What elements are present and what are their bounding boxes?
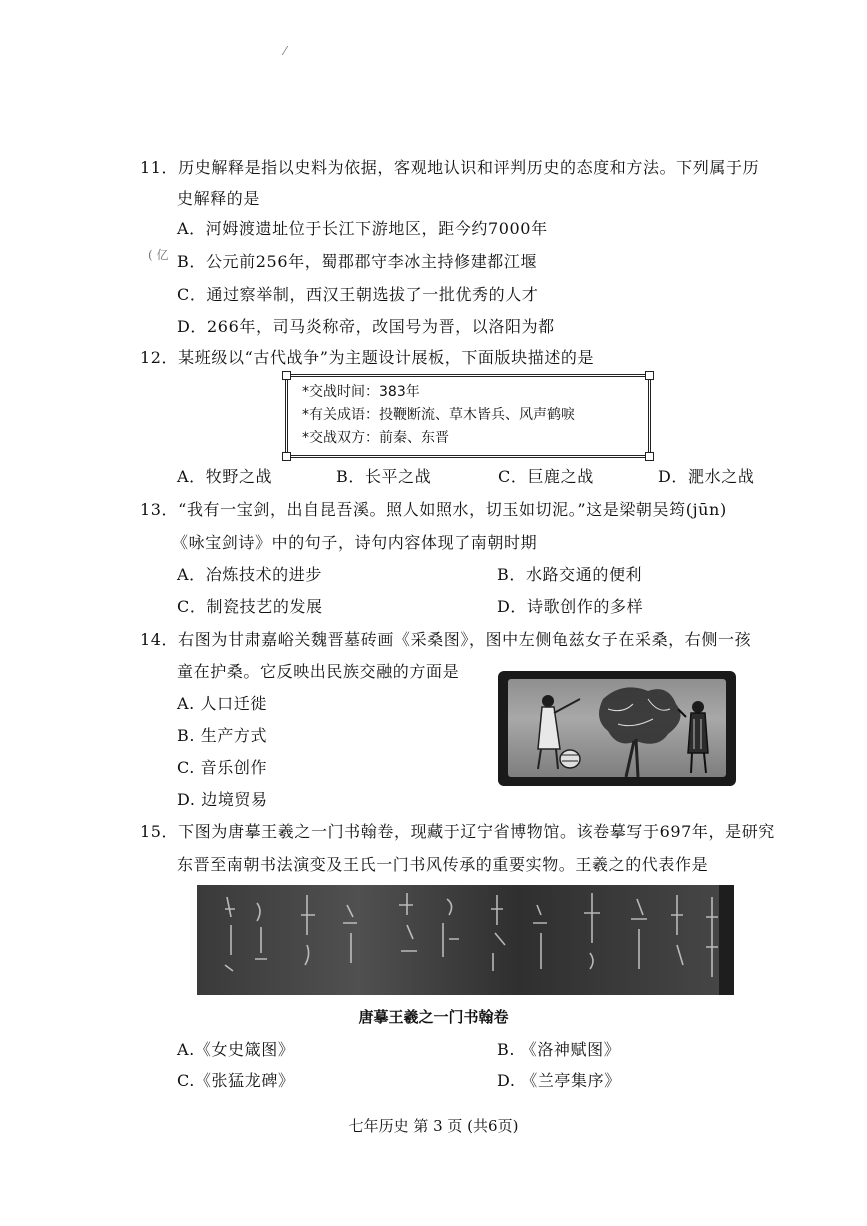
q11-option-b: B．公元前256年，蜀郡郡守李冰主持修建都江堰 — [177, 252, 538, 271]
box-corner — [282, 371, 291, 380]
q13-stem-line1 — [140, 500, 727, 520]
mulberry-picking-painting — [498, 671, 736, 786]
q12-exhibit-box — [285, 374, 651, 458]
q12-stem-text: 某班级以“古代战争”为主题设计展板，下面版块描述的是 — [178, 348, 595, 367]
painting-figures — [508, 679, 726, 777]
scan-mark: ⁄ — [284, 44, 287, 58]
q13-stem-text1: “我有一宝剑，出自昆吾溪。照人如照水，切玉如切泥。”这是梁朝吴筠(jūn) — [178, 500, 727, 519]
calligraphy-scroll-image — [197, 885, 734, 995]
q15-stem-text1: 下图为唐摹王羲之一门书翰卷，现藏于辽宁省博物馆。该卷摹写于697年，是研究 — [178, 822, 775, 841]
q12-option-c: C．巨鹿之战 — [498, 467, 594, 486]
q14-option-d: D. 边境贸易 — [177, 790, 268, 809]
q14-option-a: A. 人口迁徙 — [177, 694, 267, 713]
painting-surface — [508, 679, 726, 777]
q14-stem-text1: 右图为甘肃嘉峪关魏晋墓砖画《采桑图》，图中左侧龟兹女子在采桑，右侧一孩 — [178, 630, 752, 649]
q15-stem-line1 — [140, 822, 775, 842]
q11-option-a: A．河姆渡遗址位于长江下游地区，距今约7000年 — [177, 219, 548, 238]
q11-stem-line1 — [140, 158, 759, 178]
box-corner — [645, 452, 654, 461]
q13-option-b: B．水路交通的便利 — [497, 565, 643, 584]
q15-option-a: A.《女史箴图》 — [177, 1040, 295, 1059]
q12-option-d: D．淝水之战 — [658, 467, 755, 486]
box-line-sides: *交战双方：前秦、东晋 — [302, 430, 449, 446]
q13-option-d: D．诗歌创作的多样 — [497, 597, 644, 616]
q14-stem-line1 — [140, 630, 751, 650]
q12-option-b: B．长平之战 — [336, 467, 432, 486]
page-footer: 七年历史 第 3 页 (共6页) — [348, 1117, 519, 1135]
q11-option-c: C．通过察举制，西汉王朝选拔了一批优秀的人才 — [177, 285, 539, 304]
q13-stem-line2: 《咏宝剑诗》中的句子，诗句内容体现了南朝时期 — [172, 533, 538, 552]
box-line-idioms: *有关成语：投鞭断流、草木皆兵、风声鹤唳 — [302, 407, 575, 423]
q14-option-c: C. 音乐创作 — [177, 758, 268, 777]
box-line-time: *交战时间：383年 — [302, 384, 420, 400]
q13-option-a: A．冶炼技术的进步 — [177, 565, 322, 584]
q15-stem-line2: 东晋至南朝书法演变及王氏一门书风传承的重要实物。王羲之的代表作是 — [177, 855, 709, 874]
scroll-caption: 唐摹王羲之一门书翰卷 — [358, 1008, 509, 1026]
q15-option-c: C.《张猛龙碑》 — [177, 1071, 295, 1090]
q15-option-b: B. 《洛神赋图》 — [497, 1040, 621, 1059]
q14-option-b: B. 生产方式 — [177, 726, 268, 745]
q11-option-d: D．266年，司马炎称帝，改国号为晋，以洛阳为都 — [177, 317, 555, 336]
q15-number: 15． — [140, 822, 179, 841]
q11-stem-text1: 历史解释是指以史料为依据，客观地认识和评判历史的态度和方法。下列属于历 — [178, 158, 760, 177]
q12-number: 12． — [140, 348, 179, 367]
q11-number: 11． — [140, 158, 179, 177]
q12-option-a: A．牧野之战 — [177, 467, 273, 486]
q15-option-d: D. 《兰亭集序》 — [497, 1071, 621, 1090]
q11-stem-line2: 史解释的是 — [177, 189, 261, 208]
q13-option-c: C．制瓷技艺的发展 — [177, 597, 323, 616]
box-corner — [282, 452, 291, 461]
q13-number: 13． — [140, 500, 179, 519]
q14-stem-line2: 童在护桑。它反映出民族交融的方面是 — [177, 662, 460, 681]
margin-mark: ( 亿 — [148, 248, 169, 262]
box-corner — [645, 371, 654, 380]
calligraphy-strokes — [197, 885, 734, 995]
q12-stem — [140, 348, 594, 368]
q14-number: 14． — [140, 630, 179, 649]
